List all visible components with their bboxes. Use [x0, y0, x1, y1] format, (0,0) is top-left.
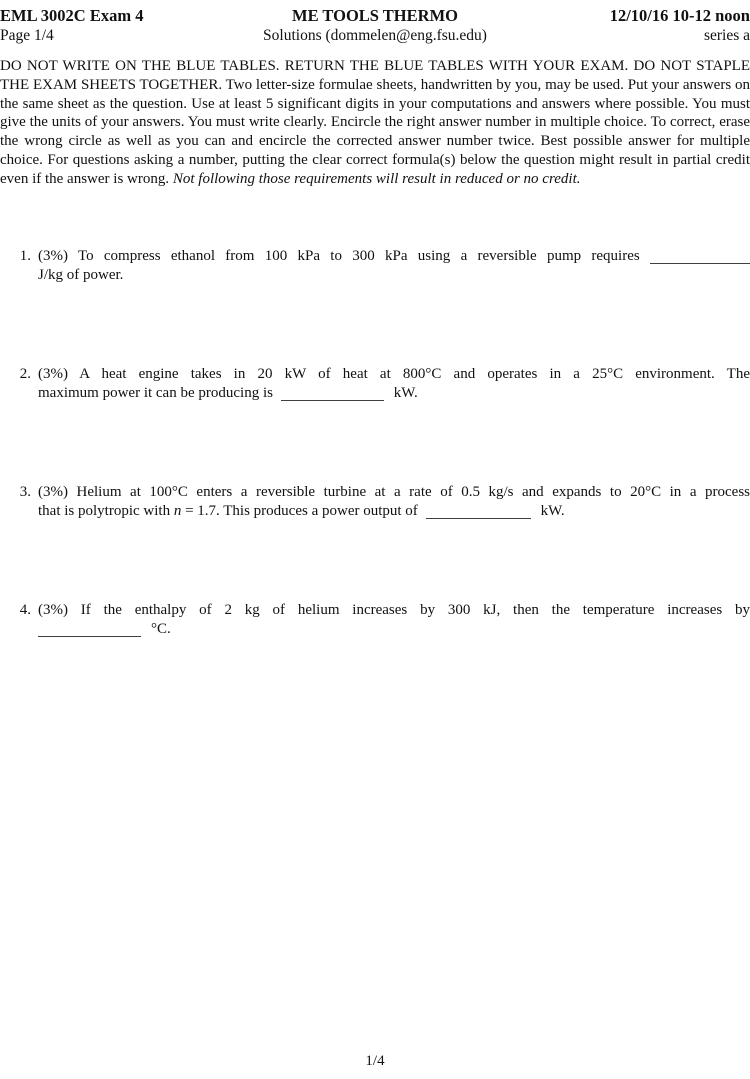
answer-blank-2 — [281, 400, 384, 401]
question-3 — [0, 483, 750, 521]
page-number: 1/4 — [365, 1053, 385, 1069]
question-4-unit: °C. — [151, 620, 171, 637]
question-3-unit: kW. — [540, 502, 565, 519]
question-4-number: 4. — [19, 602, 31, 618]
question-3-body — [38, 483, 750, 521]
question-4 — [0, 601, 750, 639]
question-4-line2 — [38, 620, 750, 639]
question-2-body — [38, 365, 750, 403]
exam-subtitle: Solutions (dommelen@eng.fsu.edu) — [263, 27, 487, 44]
answer-blank-1 — [650, 263, 750, 264]
instructions-emphasis: Not following those requirements will result in reduced or no credit. — [172, 170, 581, 187]
question-1-line2: J/kg of power. — [38, 266, 124, 283]
header-left — [0, 6, 263, 45]
question-2 — [0, 365, 750, 403]
question-3-number: 3. — [19, 484, 31, 500]
exam-header — [0, 6, 750, 45]
question-1-text: (3%) To compress ethanol from 100 kPa to 300 kPa using a reversible pump requires — [38, 248, 640, 264]
page-label: Page 1/4 — [0, 27, 54, 44]
page-footer — [0, 1052, 750, 1071]
question-1-line1 — [38, 247, 750, 266]
question-1 — [0, 247, 750, 285]
question-4-body — [38, 601, 750, 639]
exam-datetime: 12/10/16 10-12 noon — [609, 6, 750, 25]
exam-title: ME TOOLS THERMO — [292, 6, 458, 25]
question-3-text: that is polytropic with — [38, 502, 171, 519]
question-2-unit: kW. — [393, 384, 418, 401]
question-1-number: 1. — [19, 248, 31, 264]
question-1-body — [38, 247, 750, 285]
header-center — [263, 6, 487, 45]
question-4-line1: (3%) If the enthalpy of 2 kg of helium increases by 300 kJ, then the temperature increases by — [38, 602, 750, 618]
polytropic-variable: n — [173, 502, 182, 519]
instructions-text: DO NOT WRITE ON THE BLUE TABLES. RETURN THE BLUE TABLES WITH YOUR EXAM. DO NOT STAPLE THE EXAM SHEETS TOGETHER. Two letter-size formulae sheets, handwritten by you, may be used. Put your answers on the same sheet as the question. Use at least 5 significant digits in your computations and answers where possible. You must give the units of your answers. You must write clearly. Encircle the right answer number in multiple choice. To correct, erase the wrong circle as well as you can and encircle the corrected answer number twice. Best possible answer for multiple choice. For questions asking a number, putting the clear correct formula(s) below the question might result in partial credit even if the answer is wrong. — [0, 58, 750, 187]
question-2-text: maximum power it can be producing is — [38, 384, 273, 401]
instructions-paragraph — [0, 57, 750, 189]
series-label: series a — [703, 27, 750, 44]
answer-blank-4 — [38, 636, 141, 637]
question-2-number: 2. — [19, 366, 31, 382]
course-title: EML 3002C Exam 4 — [0, 6, 144, 25]
question-2-line1: (3%) A heat engine takes in 20 kW of heat at 800°C and operates in a 25°C environment. The — [38, 366, 750, 382]
question-3-text-cont: = 1.7. This produces a power output of — [185, 502, 418, 519]
question-3-line1: (3%) Helium at 100°C enters a reversible turbine at a rate of 0.5 kg/s and expands to 20°C in a process — [38, 484, 750, 500]
answer-blank-3 — [426, 518, 531, 519]
header-right — [487, 6, 750, 45]
question-2-line2 — [38, 384, 750, 403]
question-3-line2 — [38, 502, 750, 521]
